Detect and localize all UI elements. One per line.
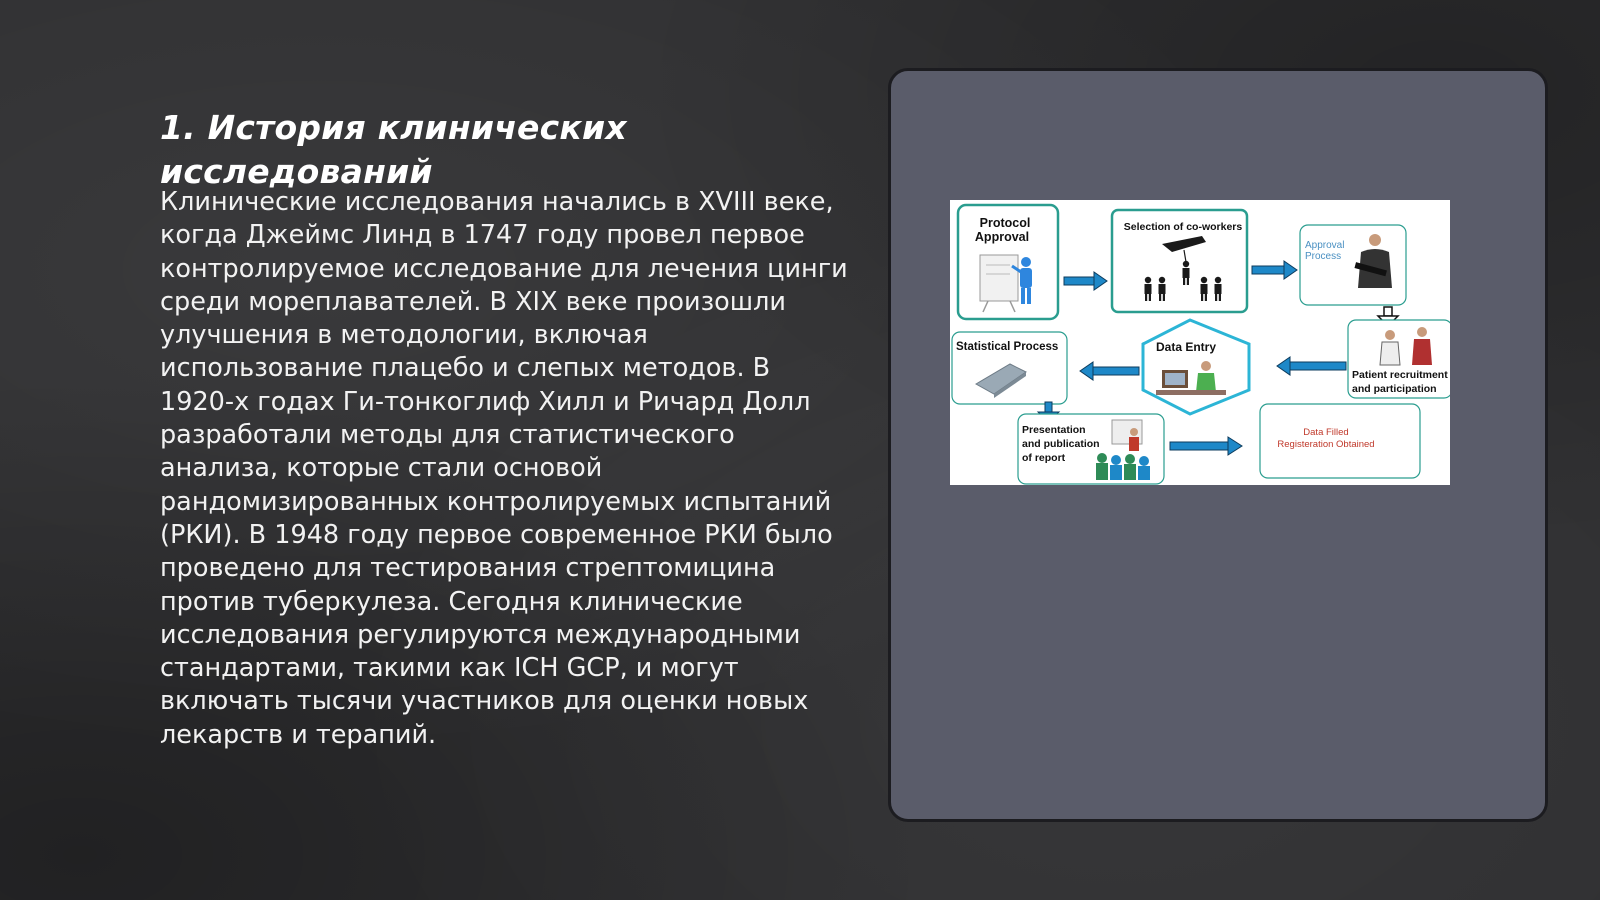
diagram-svg bbox=[950, 200, 1450, 485]
protocol-label-line2: Approval bbox=[974, 230, 1030, 244]
presentation-label-line2: and publication bbox=[1022, 438, 1100, 450]
protocol-label-line1: Protocol bbox=[979, 216, 1031, 230]
patient-label-line1: Patient recruitment bbox=[1352, 369, 1448, 381]
arrow-presentation-to-datafilled bbox=[1170, 437, 1242, 455]
data-filled-label-line1: Data Filled bbox=[1303, 427, 1349, 438]
statistical-label: Statistical Process bbox=[956, 341, 1059, 353]
data-filled-label-line2: Registeration Obtained bbox=[1277, 439, 1375, 450]
slide-body-text: Клинические исследования начались в XVIII веке, когда Джеймс Линд в 1747 году провел первое контролируемое исследование для лечения цинги среди мореплавателей. В XIX веке произошли улучшения в методологии, включая использование плацебо и слепых методов. В 1920-х годах Ги-тонкоглиф Хилл и Ричард Долл разработали методы для статистического анализа, которые стали основой рандомизированных контролируемых испытаний (РКИ). В 1948 году первое современное РКИ было проведено для тестирования стрептомицина против туберкулеза. Сегодня клинические исследования регулируются международными стандартами, такими как ICH GCP, и могут включать тысячи участников для оценки новых лекарств и терапий. bbox=[160, 187, 848, 750]
presentation-label-line3: of report bbox=[1022, 452, 1066, 464]
slide-title: 1. История клинических исследований bbox=[160, 108, 627, 191]
selection-coworkers-node bbox=[1112, 210, 1247, 312]
patient-label-line2: and participation bbox=[1352, 383, 1437, 395]
approval-label-line1: Approval bbox=[1305, 240, 1345, 251]
arrow-protocol-to-selection bbox=[1064, 272, 1107, 290]
selection-label: Selection of co-workers bbox=[1123, 221, 1243, 233]
clinical-trial-process-diagram bbox=[950, 200, 1450, 485]
patient-recruitment-node bbox=[1348, 320, 1450, 398]
arrow-dataentry-to-statistical bbox=[1080, 362, 1139, 380]
presentation-label-line1: Presentation bbox=[1022, 424, 1086, 436]
statistical-process-node bbox=[952, 332, 1067, 404]
approval-process-node bbox=[1300, 225, 1406, 305]
protocol-approval-node bbox=[958, 205, 1058, 319]
presentation-publication-node bbox=[1018, 414, 1164, 484]
arrow-patient-to-dataentry bbox=[1277, 357, 1346, 375]
arrow-selection-to-approval bbox=[1252, 261, 1297, 279]
data-entry-node bbox=[1143, 320, 1249, 414]
approval-label-line2: Process bbox=[1305, 251, 1342, 262]
data-filled-node bbox=[1260, 404, 1420, 478]
data-entry-label: Data Entry bbox=[1155, 340, 1217, 354]
